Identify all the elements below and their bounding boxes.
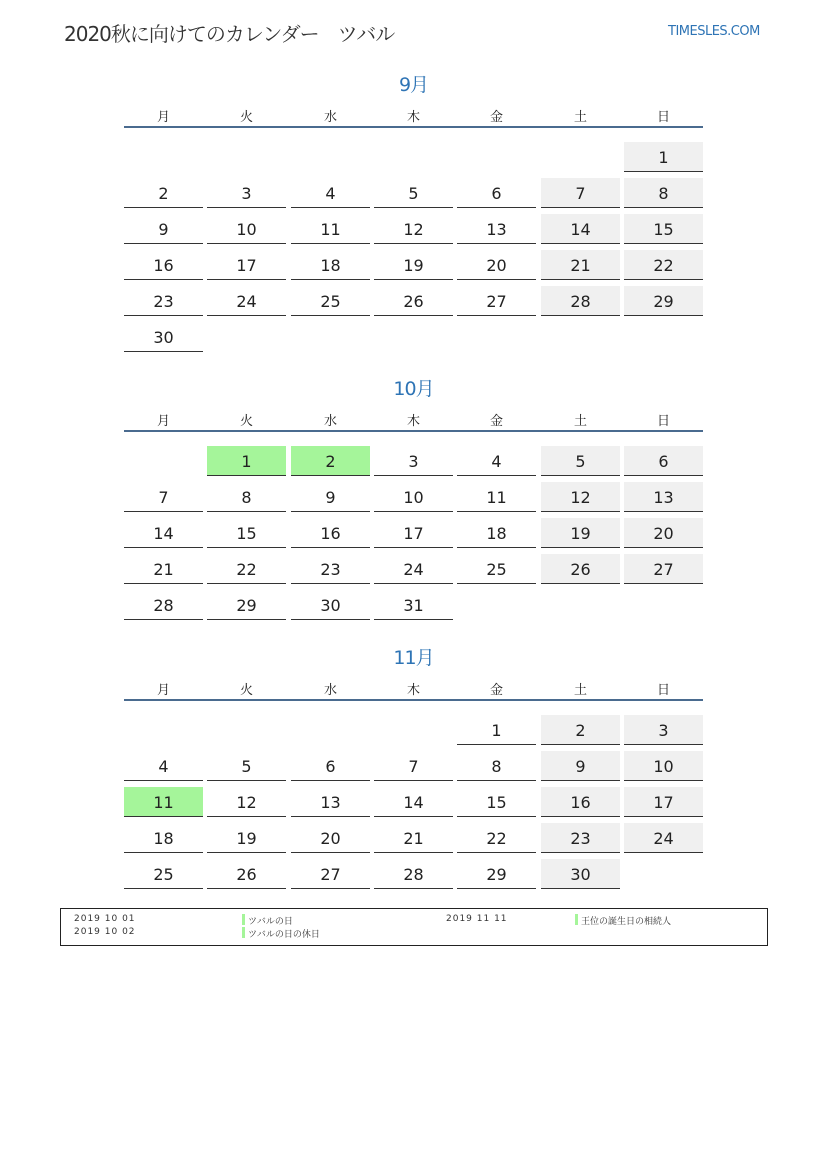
- weekday-header-row: [124, 106, 703, 128]
- day-cell: 8: [207, 482, 286, 512]
- weekday-label: 水: [323, 683, 337, 698]
- day-cell: 9: [541, 751, 620, 781]
- legend-date: 2019 10 02: [74, 927, 136, 937]
- day-cell: 29: [624, 286, 703, 316]
- day-cell: 8: [624, 178, 703, 208]
- day-cell: 10: [624, 751, 703, 781]
- weekday-header-row: [124, 679, 703, 701]
- weekday-label: 木: [406, 414, 420, 429]
- day-cell: 26: [541, 554, 620, 584]
- day-cell: 16: [291, 518, 370, 548]
- weekday-label: 日: [656, 414, 670, 429]
- day-cell: 24: [374, 554, 453, 584]
- day-cell: 15: [207, 518, 286, 548]
- weekday-label: 金: [489, 110, 503, 125]
- weekday-label: 日: [656, 110, 670, 125]
- weekday-label: 木: [406, 683, 420, 698]
- day-cell: 3: [374, 446, 453, 476]
- holiday-color-marker: [242, 927, 245, 938]
- weekday-label: 日: [656, 683, 670, 698]
- day-cell: 15: [457, 787, 536, 817]
- day-cell: 21: [541, 250, 620, 280]
- day-cell: 7: [541, 178, 620, 208]
- holiday-color-marker: [575, 914, 578, 925]
- day-cell: 2: [541, 715, 620, 745]
- weekday-label: 木: [406, 110, 420, 125]
- day-cell: 10: [207, 214, 286, 244]
- day-cell: 1: [624, 142, 703, 172]
- weekday-label: 火: [239, 110, 253, 125]
- day-cell: 28: [124, 590, 203, 620]
- legend-holiday-name: [575, 914, 671, 927]
- day-cell: 11: [291, 214, 370, 244]
- holiday-color-marker: [242, 914, 245, 925]
- weekday-label: 火: [239, 683, 253, 698]
- legend-date: 2019 10 01: [74, 914, 136, 924]
- weekday-label: 火: [239, 414, 253, 429]
- day-cell: 1: [457, 715, 536, 745]
- legend-date: 2019 11 11: [446, 914, 508, 924]
- weekday-label: 月: [156, 683, 170, 698]
- day-cell: 20: [457, 250, 536, 280]
- day-cell: 12: [207, 787, 286, 817]
- day-cell: 25: [124, 859, 203, 889]
- day-cell: 28: [541, 286, 620, 316]
- day-cell: 18: [124, 823, 203, 853]
- weekday-label: 月: [156, 110, 170, 125]
- weekday-label: 金: [489, 683, 503, 698]
- day-cell: 4: [124, 751, 203, 781]
- day-cell: 29: [457, 859, 536, 889]
- day-cell: 27: [457, 286, 536, 316]
- day-cell: 16: [541, 787, 620, 817]
- day-cell: 9: [291, 482, 370, 512]
- day-cell: 23: [124, 286, 203, 316]
- day-cell: 22: [624, 250, 703, 280]
- legend-holiday-name: [242, 914, 293, 927]
- day-cell: 27: [291, 859, 370, 889]
- day-cell: 19: [541, 518, 620, 548]
- day-cell: 30: [124, 322, 203, 352]
- day-cell: 23: [291, 554, 370, 584]
- day-cell: 10: [374, 482, 453, 512]
- day-cell: 13: [624, 482, 703, 512]
- day-cell: 13: [457, 214, 536, 244]
- day-cell: 11: [457, 482, 536, 512]
- weekday-label: 金: [489, 414, 503, 429]
- weekday-label: 土: [573, 683, 587, 698]
- day-cell: 7: [124, 482, 203, 512]
- day-cell: 12: [541, 482, 620, 512]
- day-cell: 6: [624, 446, 703, 476]
- day-cell: 23: [541, 823, 620, 853]
- month-name: 9月: [398, 74, 429, 96]
- day-cell: 1: [207, 446, 286, 476]
- day-cell: 22: [457, 823, 536, 853]
- day-cell: 14: [374, 787, 453, 817]
- day-cell: 20: [624, 518, 703, 548]
- day-cell: 5: [207, 751, 286, 781]
- day-cell: 16: [124, 250, 203, 280]
- day-cell: 6: [291, 751, 370, 781]
- day-cell: 26: [374, 286, 453, 316]
- weekday-header-row: [124, 410, 703, 432]
- day-cell: 25: [457, 554, 536, 584]
- day-cell: 4: [457, 446, 536, 476]
- day-cell: 8: [457, 751, 536, 781]
- day-cell: 17: [374, 518, 453, 548]
- day-cell: 13: [291, 787, 370, 817]
- holiday-legend: [60, 908, 768, 946]
- day-cell: 2: [291, 446, 370, 476]
- day-cell: 14: [124, 518, 203, 548]
- day-cell: 31: [374, 590, 453, 620]
- month-name: 11月: [393, 647, 434, 669]
- day-cell: 29: [207, 590, 286, 620]
- day-cell: 20: [291, 823, 370, 853]
- day-cell: 30: [291, 590, 370, 620]
- day-cell: 17: [207, 250, 286, 280]
- weekday-label: 土: [573, 414, 587, 429]
- day-cell: 18: [457, 518, 536, 548]
- day-cell: 26: [207, 859, 286, 889]
- legend-holiday-label: ツバルの日の休日: [248, 930, 320, 940]
- day-cell: 6: [457, 178, 536, 208]
- day-cell: 21: [124, 554, 203, 584]
- site-link[interactable]: TIMESLES.COM: [668, 24, 760, 39]
- day-cell: 3: [624, 715, 703, 745]
- day-cell: 15: [624, 214, 703, 244]
- weekday-label: 水: [323, 414, 337, 429]
- day-cell: 5: [374, 178, 453, 208]
- day-cell: 21: [374, 823, 453, 853]
- day-cell: 27: [624, 554, 703, 584]
- day-cell: 19: [374, 250, 453, 280]
- day-cell: 24: [624, 823, 703, 853]
- legend-holiday-name: [242, 927, 320, 940]
- weekday-label: 土: [573, 110, 587, 125]
- day-cell: 2: [124, 178, 203, 208]
- weekday-label: 月: [156, 414, 170, 429]
- day-cell: 22: [207, 554, 286, 584]
- day-cell: 17: [624, 787, 703, 817]
- day-cell: 14: [541, 214, 620, 244]
- day-cell: 11: [124, 787, 203, 817]
- day-cell: 18: [291, 250, 370, 280]
- day-cell: 24: [207, 286, 286, 316]
- day-cell: 28: [374, 859, 453, 889]
- day-cell: 4: [291, 178, 370, 208]
- page-title: 2020秋に向けてのカレンダー ツバル: [64, 22, 395, 46]
- month-name: 10月: [393, 378, 434, 400]
- day-cell: 30: [541, 859, 620, 889]
- day-cell: 25: [291, 286, 370, 316]
- day-cell: 12: [374, 214, 453, 244]
- legend-holiday-label: 王位の誕生日の相続人: [581, 917, 672, 927]
- day-cell: 3: [207, 178, 286, 208]
- day-cell: 9: [124, 214, 203, 244]
- legend-holiday-label: ツバルの日: [248, 917, 293, 927]
- weekday-label: 水: [323, 110, 337, 125]
- day-cell: 7: [374, 751, 453, 781]
- day-cell: 5: [541, 446, 620, 476]
- day-cell: 19: [207, 823, 286, 853]
